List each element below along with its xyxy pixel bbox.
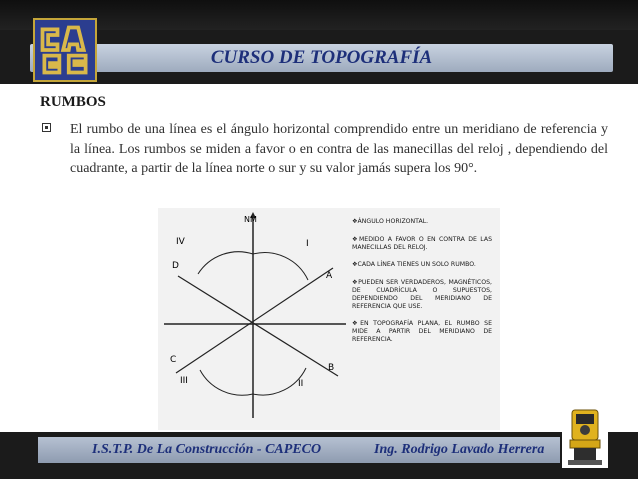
quadrant-iv-label: IV xyxy=(176,237,185,247)
point-b-label: B xyxy=(328,363,335,373)
note-item: ❖MEDIDO A FAVOR O EN CONTRA DE LAS MANECILLAS DEL RELOJ. xyxy=(352,235,492,251)
note-item: ❖EN TOPOGRAFÍA PLANA, EL RUMBO SE MIDE A PARTIR DEL MERIDIANO DE REFERENCIA. xyxy=(352,320,492,343)
total-station-icon xyxy=(562,402,608,468)
note-item: ❖ÁNGULO HORIZONTAL. xyxy=(352,218,429,225)
footer-author: Ing. Rodrigo Lavado Herrera xyxy=(374,442,545,457)
point-a-label: A xyxy=(326,271,333,281)
north-label: NM xyxy=(244,215,257,224)
quadrant-i-label: I xyxy=(306,239,309,249)
quadrant-iii-label: III xyxy=(180,376,188,386)
diagram-notes xyxy=(352,218,492,354)
bullet-icon xyxy=(42,123,51,132)
quadrant-ii-label: II xyxy=(298,379,304,389)
point-d-label: D xyxy=(172,261,179,271)
footer-institution: I.S.T.P. De La Construcción - CAPECO xyxy=(92,442,322,457)
section-heading: RUMBOS xyxy=(40,94,106,110)
note-item: ❖CADA LÍNEA TIENES UN SOLO RUMBO. xyxy=(352,261,476,269)
bullet-text: El rumbo de una línea es el ángulo horizontal comprendido entre un meridiano de referencia y la línea. Los rumbos se miden a favor o en contra de las manecillas del reloj , dependiendo del cuadrante, a partir de la línea norte o sur y su valor jamás supera los 90°. xyxy=(70,122,608,176)
slide-title: CURSO DE TOPOGRAFÍA xyxy=(210,47,433,68)
point-c-label: C xyxy=(170,355,177,365)
capeco-logo-icon xyxy=(33,18,97,82)
note-item: ❖PUEDEN SER VERDADEROS, MAGNÉTICOS, DE CUADRÍCULA O SUPUESTOS, DEPENDIENDO DEL MERIDIANO DE REFERENCIA QUE USE. xyxy=(352,279,492,310)
